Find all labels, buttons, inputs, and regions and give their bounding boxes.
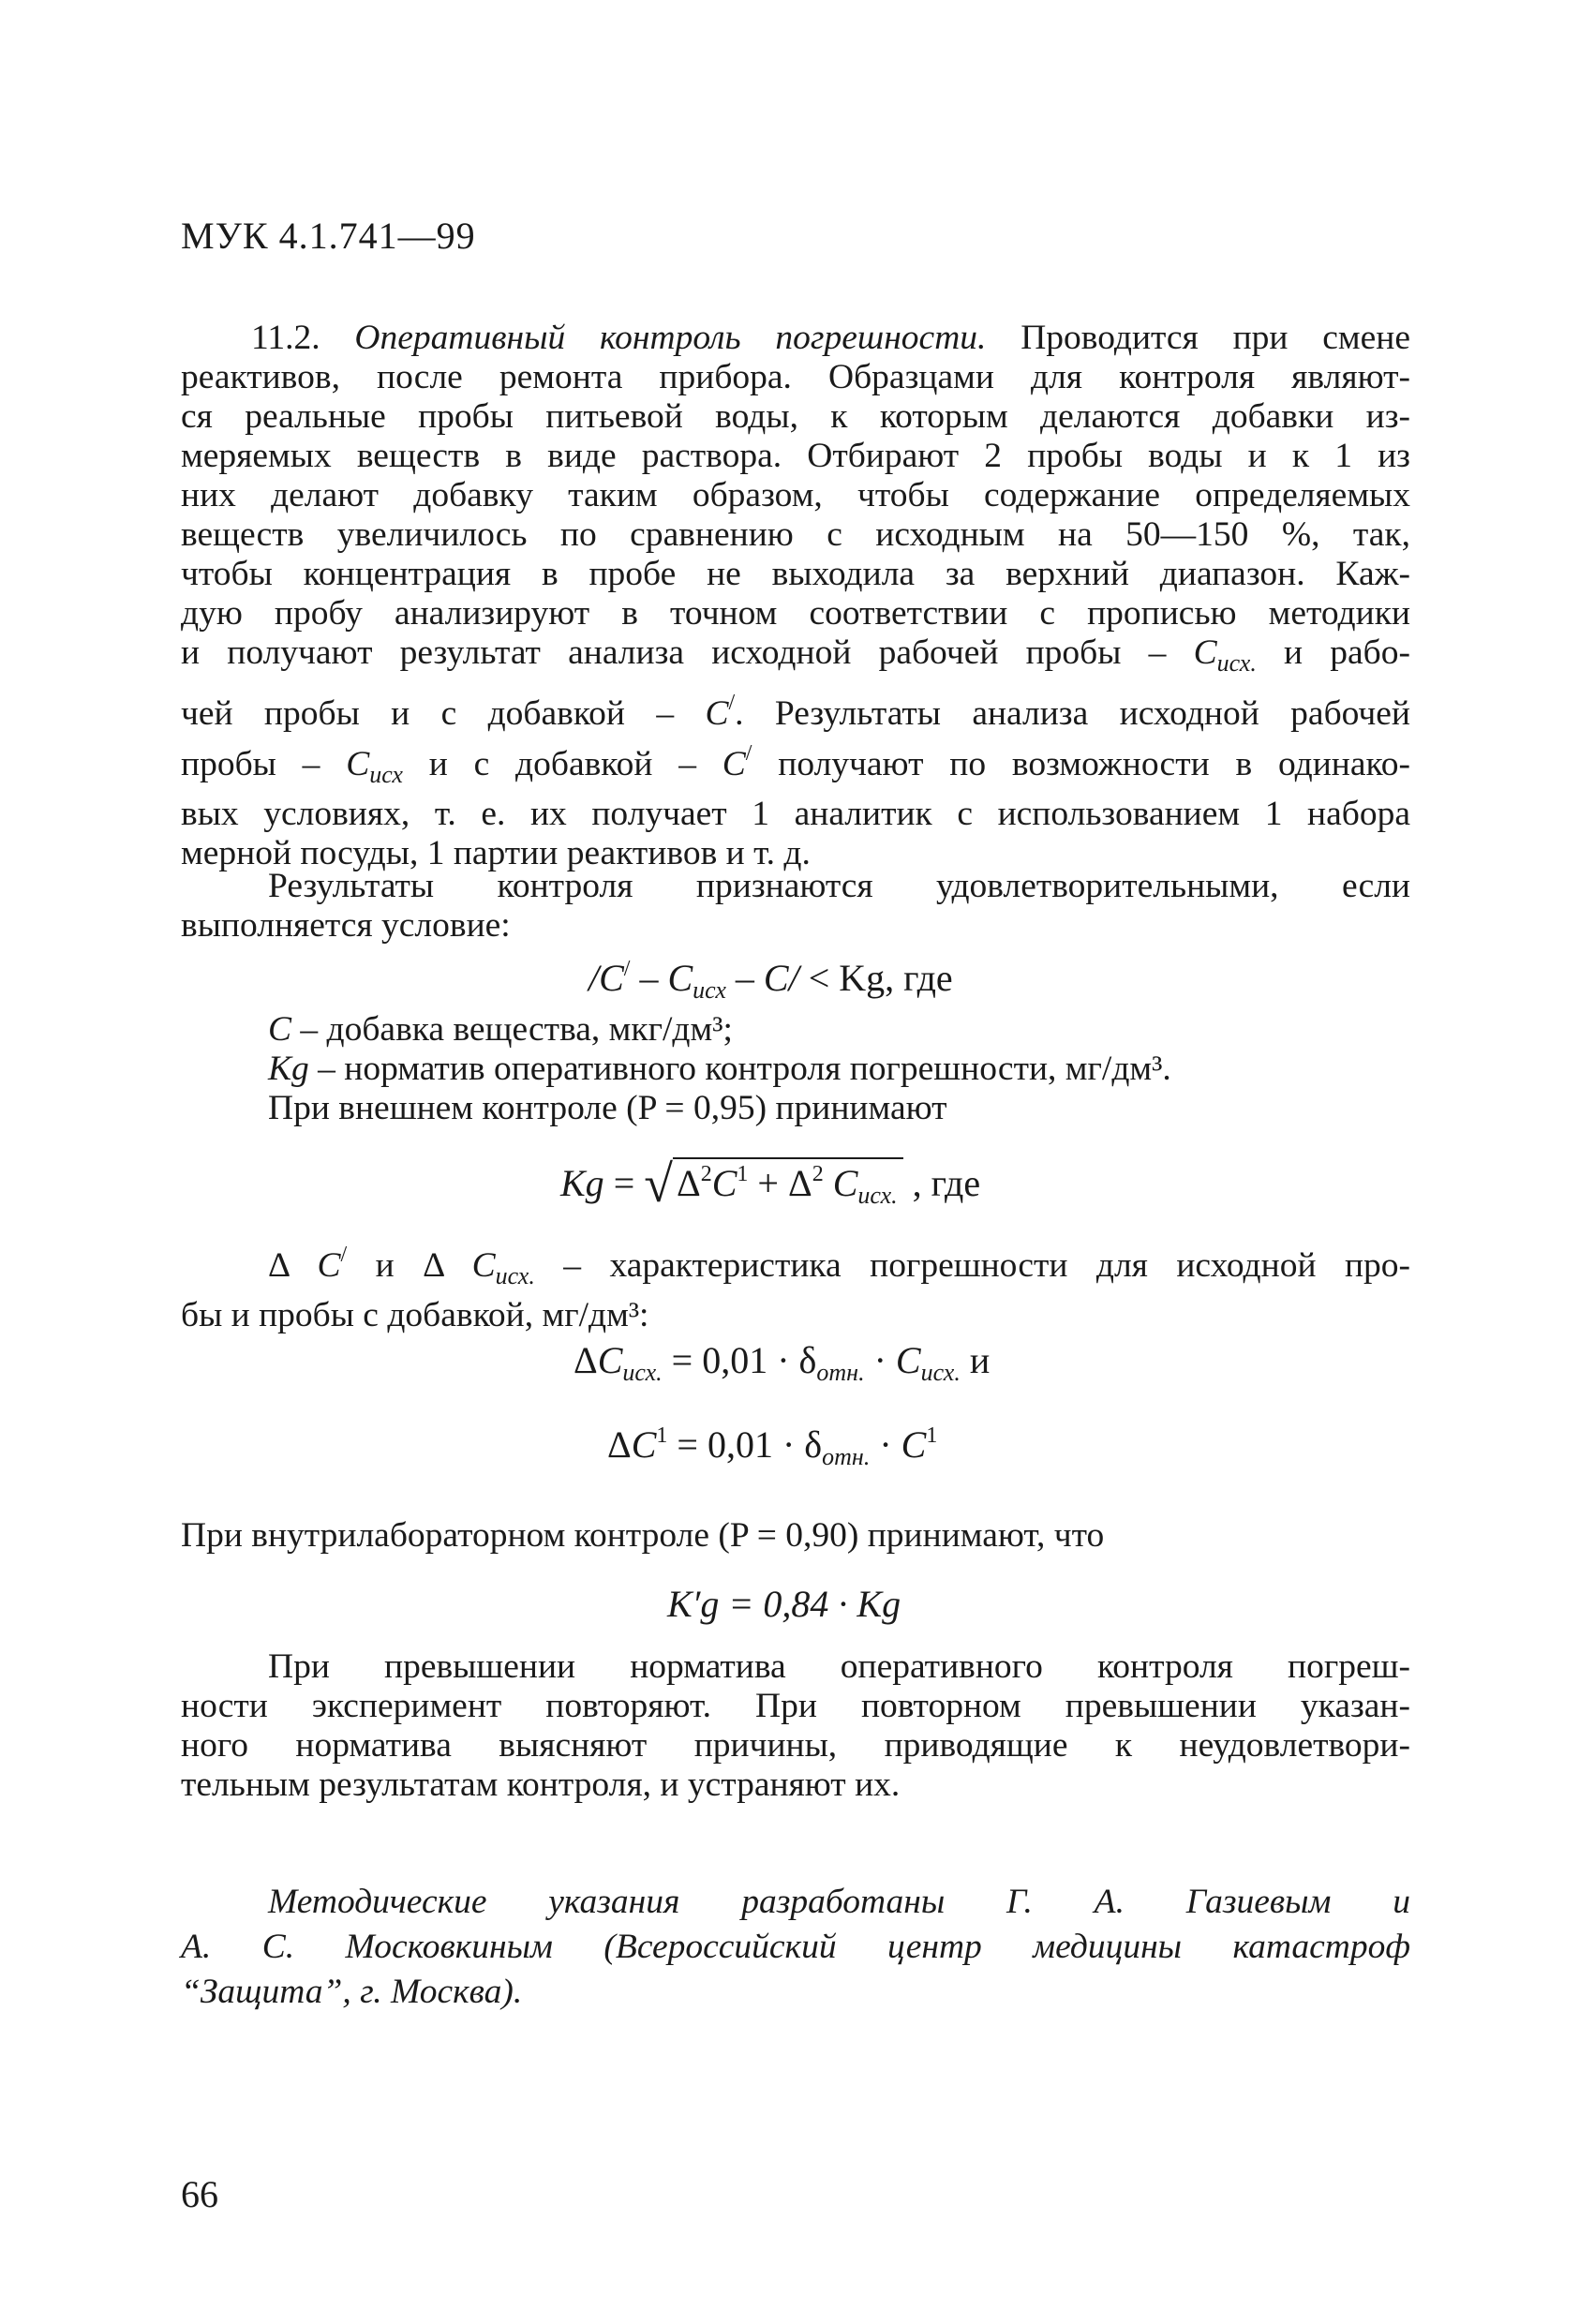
paragraph-line: реактивов, после ремонта прибора. Образцами для контроля являют- bbox=[181, 358, 1410, 396]
paragraph-line: веществ увеличилось по сравнению с исходным на 50—150 %, так, bbox=[181, 515, 1410, 554]
section-title: Оперативный контроль погрешности. bbox=[354, 319, 987, 357]
paragraph-line: бы и пробы с добавкой, мг/дм³: bbox=[181, 1296, 649, 1334]
paragraph-line: пробы – $C_{исх}$ и с добавкой – C/ получают по возможности в одинако- bbox=[181, 741, 1411, 788]
paragraph-line: Результаты контроля признаются удовлетворительными, если bbox=[268, 867, 1410, 905]
paragraph-line: и получают результат анализа исходной рабочей пробы – $C_{исх.}$ и рабо- bbox=[181, 633, 1410, 677]
definition-kg: Kg – норматив оперативного контроля погрешности, мг/дм³. bbox=[268, 1050, 1171, 1088]
external-control-text: При внешнем контроле (P = 0,95) принимают bbox=[268, 1089, 947, 1127]
delta-description bbox=[181, 1235, 1410, 1335]
paragraph-line: тельным результатам контроля, и устраняют их. bbox=[181, 1765, 901, 1804]
paragraph-line: мерной посуды, 1 партии реактивов и т. д. bbox=[181, 834, 811, 872]
paragraph-line: вых условиях, т. е. их получает 1 аналитик с использованием 1 набора bbox=[181, 795, 1410, 833]
definitions bbox=[181, 1010, 1410, 1128]
section-number: 11.2. bbox=[251, 319, 320, 357]
formula-kprime: K′g = 0,84 · Kg bbox=[667, 1583, 901, 1625]
results-paragraph bbox=[181, 867, 1410, 946]
document-code: МУК 4.1.741—99 bbox=[181, 215, 476, 257]
formula-delta-c-source: $\Delta C_{исх.} = 0,01 \cdot \delta_{отн.} \cdot C_{исх.}$ и bbox=[574, 1339, 991, 1386]
paragraph-line: чтобы концентрация в пробе не выходила за верхний диапазон. Каж- bbox=[181, 555, 1410, 593]
section-paragraph bbox=[181, 319, 1410, 873]
page-number: 66 bbox=[181, 2173, 218, 2215]
paragraph-line: меряемых веществ в виде раствора. Отбирают 2 пробы воды и к 1 из bbox=[181, 437, 1410, 475]
paragraph-line: ного норматива выясняют причины, приводящие к неудовлетвори- bbox=[181, 1726, 1410, 1765]
exceed-paragraph bbox=[181, 1647, 1410, 1805]
paragraph-line: ности эксперимент повторяют. При повторном превышении указан- bbox=[181, 1687, 1410, 1725]
paragraph-line: 11.2. Оперативный контроль погрешности. Проводится при смене bbox=[251, 319, 1410, 357]
definition-c: C – добавка вещества, мкг/дм³; bbox=[268, 1010, 733, 1049]
internal-control-text: При внутрилабораторном контроле (P = 0,90) принимают, что bbox=[181, 1516, 1105, 1555]
paragraph-line: При превышении норматива оперативного контроля погреш- bbox=[268, 1647, 1410, 1686]
paragraph-line: “Защита”, г. Москва). bbox=[181, 1973, 523, 2011]
paragraph-line: выполняется условие: bbox=[181, 906, 511, 945]
paragraph-line: Методические указания разработаны Г. А. Газиевым и bbox=[268, 1883, 1410, 1921]
authors-note bbox=[181, 1880, 1410, 2015]
paragraph-line: них делают добавку таким образом, чтобы содержание определяемых bbox=[181, 476, 1410, 514]
paragraph-line: ся реальные пробы питьевой воды, к которым делаются добавки из- bbox=[181, 397, 1410, 436]
paragraph-line: чей пробы и с добавкой – C/. Результаты анализа исходной рабочей bbox=[181, 691, 1410, 733]
paragraph-line: А. С. Московкиным (Всероссийский центр медицины катастроф bbox=[181, 1928, 1410, 1966]
formula-delta-c1: $\Delta C^1 = 0,01 \cdot \delta_{отн.} \cdot C^1$ bbox=[607, 1423, 938, 1470]
formula-kg: Kg = √ $\Delta^2C^1 + \Delta^2$ $C_{исх.}$ , где bbox=[560, 1155, 981, 1214]
formula-condition: $/C^/ - C_{исх} - C/ < Kg$, где bbox=[588, 957, 953, 1004]
paragraph-line: Δ C/ и Δ $C_{исх.}$ – характеристика погрешности для исходной про- bbox=[268, 1243, 1411, 1289]
paragraph-line: дую пробу анализируют в точном соответствии с прописью методики bbox=[181, 594, 1410, 633]
